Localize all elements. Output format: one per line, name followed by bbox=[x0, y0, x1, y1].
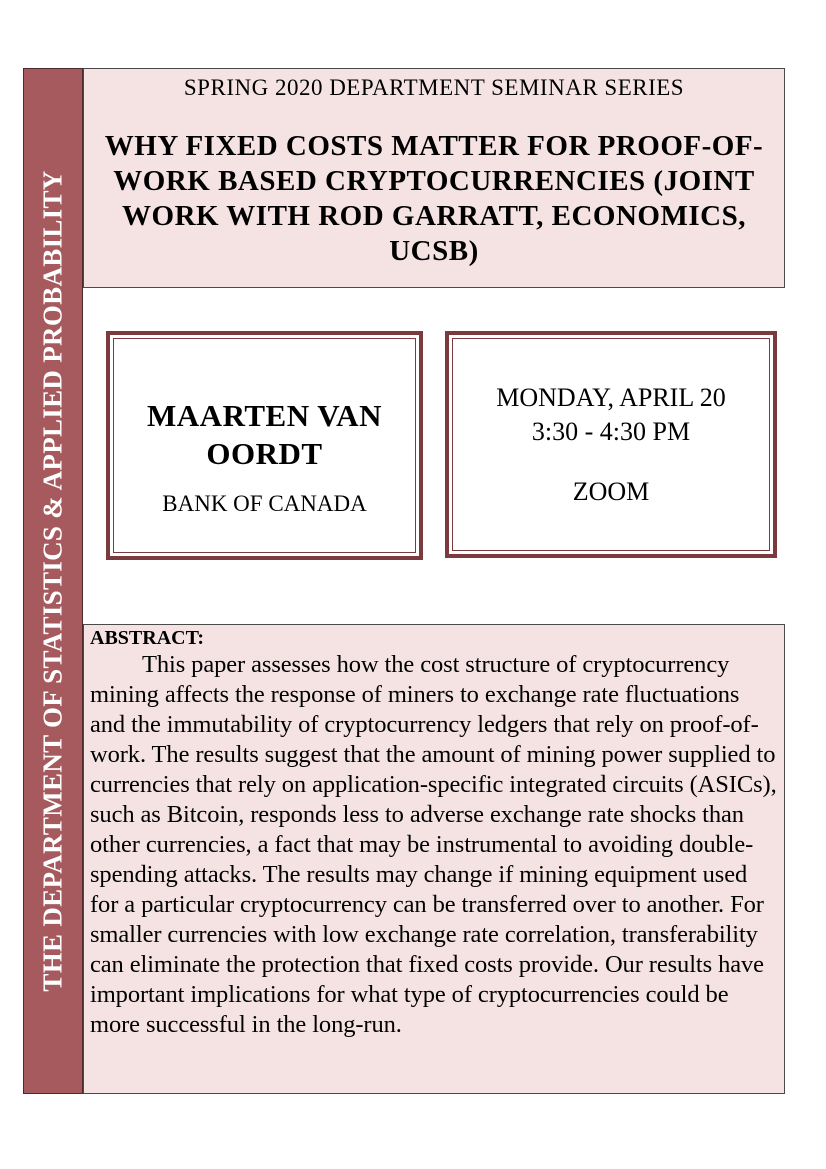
seminar-header bbox=[83, 68, 785, 288]
speaker-card bbox=[106, 331, 423, 560]
department-name: THE DEPARTMENT OF STATISTICS & APPLIED PROBABILITY bbox=[37, 170, 68, 992]
abstract-panel bbox=[83, 624, 785, 1094]
speaker-name: MAARTEN VAN OORDT bbox=[147, 398, 382, 471]
event-time: 3:30 - 4:30 PM bbox=[531, 417, 691, 446]
seminar-series: SPRING 2020 DEPARTMENT SEMINAR SERIES bbox=[183, 75, 685, 100]
event-location: ZOOM bbox=[572, 477, 650, 506]
talk-title: WHY FIXED COSTS MATTER FOR PROOF-OF-WORK BASED CRYPTOCURRENCIES (JOINT WORK WITH ROD GARRATT, ECONOMICS, UCSB) bbox=[104, 130, 764, 267]
abstract-text: This paper assesses how the cost structure of cryptocurrency mining affects the response of miners to exchange rate fluctuations and the immutability of cryptocurrency ledgers that rely on proof-of-work. The results suggest that the amount of mining power supplied to currencies that rely on application-specific integrated circuits (ASICs), such as Bitcoin, responds less to adverse exchange rate shocks than other currencies, a fact that may be instrumental to avoiding double-spending attacks. The results may change if mining equipment used for a particular cryptocurrency can be transferred over to another. For smaller currencies with low exchange rate correlation, transferability can eliminate the protection that fixed costs provide. Our results have important implications for what type of cryptocurrencies could be more successful in the long-run. bbox=[90, 651, 777, 1038]
event-details-card bbox=[445, 331, 777, 558]
department-sidebar bbox=[23, 68, 83, 1094]
abstract-label: ABSTRACT: bbox=[90, 627, 205, 649]
speaker-affiliation: BANK OF CANADA bbox=[162, 491, 367, 516]
event-date: MONDAY, APRIL 20 bbox=[496, 383, 726, 412]
